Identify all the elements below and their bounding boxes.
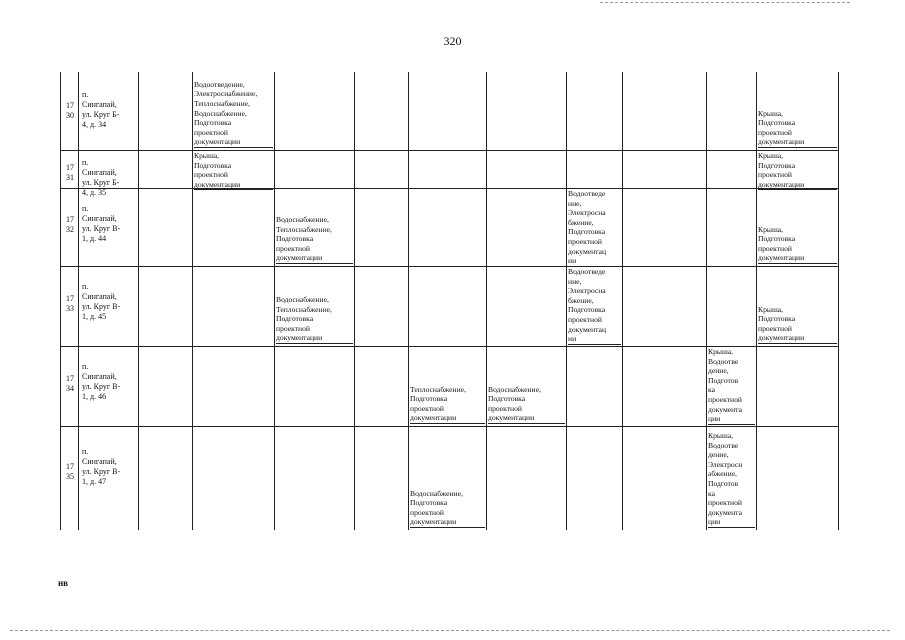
table-cell-works: Крыша, Подготовка проектной документации (758, 305, 837, 344)
table-column-line (838, 72, 839, 530)
table-column-line (354, 72, 355, 530)
table-cell-works: Водоотведе ние, Электросна бжение, Подготовка проектной документац ии (568, 189, 621, 267)
table-column-line (274, 72, 275, 530)
table-column-line (78, 72, 79, 530)
table-row-line (60, 150, 838, 151)
table-row-address: п. Сингапай, ул. Круг Б- 4, д. 35 (82, 157, 120, 197)
table-column-line (756, 72, 757, 530)
table-column-line (706, 72, 707, 530)
table-cell-works: Водоотведе ние, Электросна бжение, Подготовка проектной документац ии (568, 267, 621, 345)
table-column-line (138, 72, 139, 530)
table-row-number: 17 32 (66, 215, 74, 235)
table-column-line (566, 72, 567, 530)
table-cell-works: Водоснабжение, Теплоснабжение, Подготовка проектной документации (276, 295, 353, 344)
table-row-address: п. Сингапай, ул. Круг Б- 4, д. 34 (82, 90, 120, 129)
table-cell-works: Крыша, Подготовка проектной документации (758, 151, 837, 190)
table-cell-works: Водоотведение, Электроснабжение, Теплоснабжение, Водоснабжение, Подготовка проектной документации (194, 80, 273, 148)
table-cell-works: Водоснабжение, Теплоснабжение, Подготовка проектной документации (276, 215, 353, 264)
table-cell-works: Теплоснабжение, Подготовка проектной документации (410, 385, 485, 424)
table-row-line (60, 426, 838, 427)
table-column-line (486, 72, 487, 530)
table-row-line (60, 188, 838, 189)
table-row-number: 17 33 (66, 294, 74, 313)
table-row-address: п. Сингапай, ул. Круг В- 1, д. 47 (82, 446, 121, 486)
table-row-number: 17 31 (66, 163, 74, 183)
table-cell-works: Крыша, Подготовка проектной документации (758, 109, 837, 148)
table-cell-works: Крыша, Подготовка проектной документации (194, 151, 273, 190)
footer-mark: нв (58, 578, 69, 588)
table-row-number: 17 35 (66, 462, 74, 482)
table-row-address: п. Сингапай, ул. Круг В- 1, д. 45 (82, 282, 121, 321)
table-row-number: 17 30 (66, 101, 74, 121)
table-row-address: п. Сингапай, ул. Круг В- 1, д. 44 (82, 203, 121, 243)
table-row-number: 17 34 (66, 374, 74, 393)
table-row-line (60, 266, 838, 267)
table-column-line (60, 72, 61, 530)
table-cell-works: Водоснабжение, Подготовка проектной документации (488, 385, 565, 424)
page-number: 320 (443, 34, 462, 48)
table-column-line (622, 72, 623, 530)
table-cell-works: Крыша, Водоотве дение, Подготов ка проектной документа ции (708, 347, 755, 425)
table-cell-works: Крыша, Подготовка проектной документации (758, 225, 837, 264)
table-column-line (408, 72, 409, 530)
table-column-line (192, 72, 193, 530)
table-cell-works: Водоснабжение, Подготовка проектной документации (410, 489, 485, 528)
table-cell-works: Крыша, Водоотве дение, Электросн абжение, Подготов ка проектной документа ции (708, 431, 755, 528)
table-row-address: п. Сингапай, ул. Круг В- 1, д. 46 (82, 362, 121, 401)
